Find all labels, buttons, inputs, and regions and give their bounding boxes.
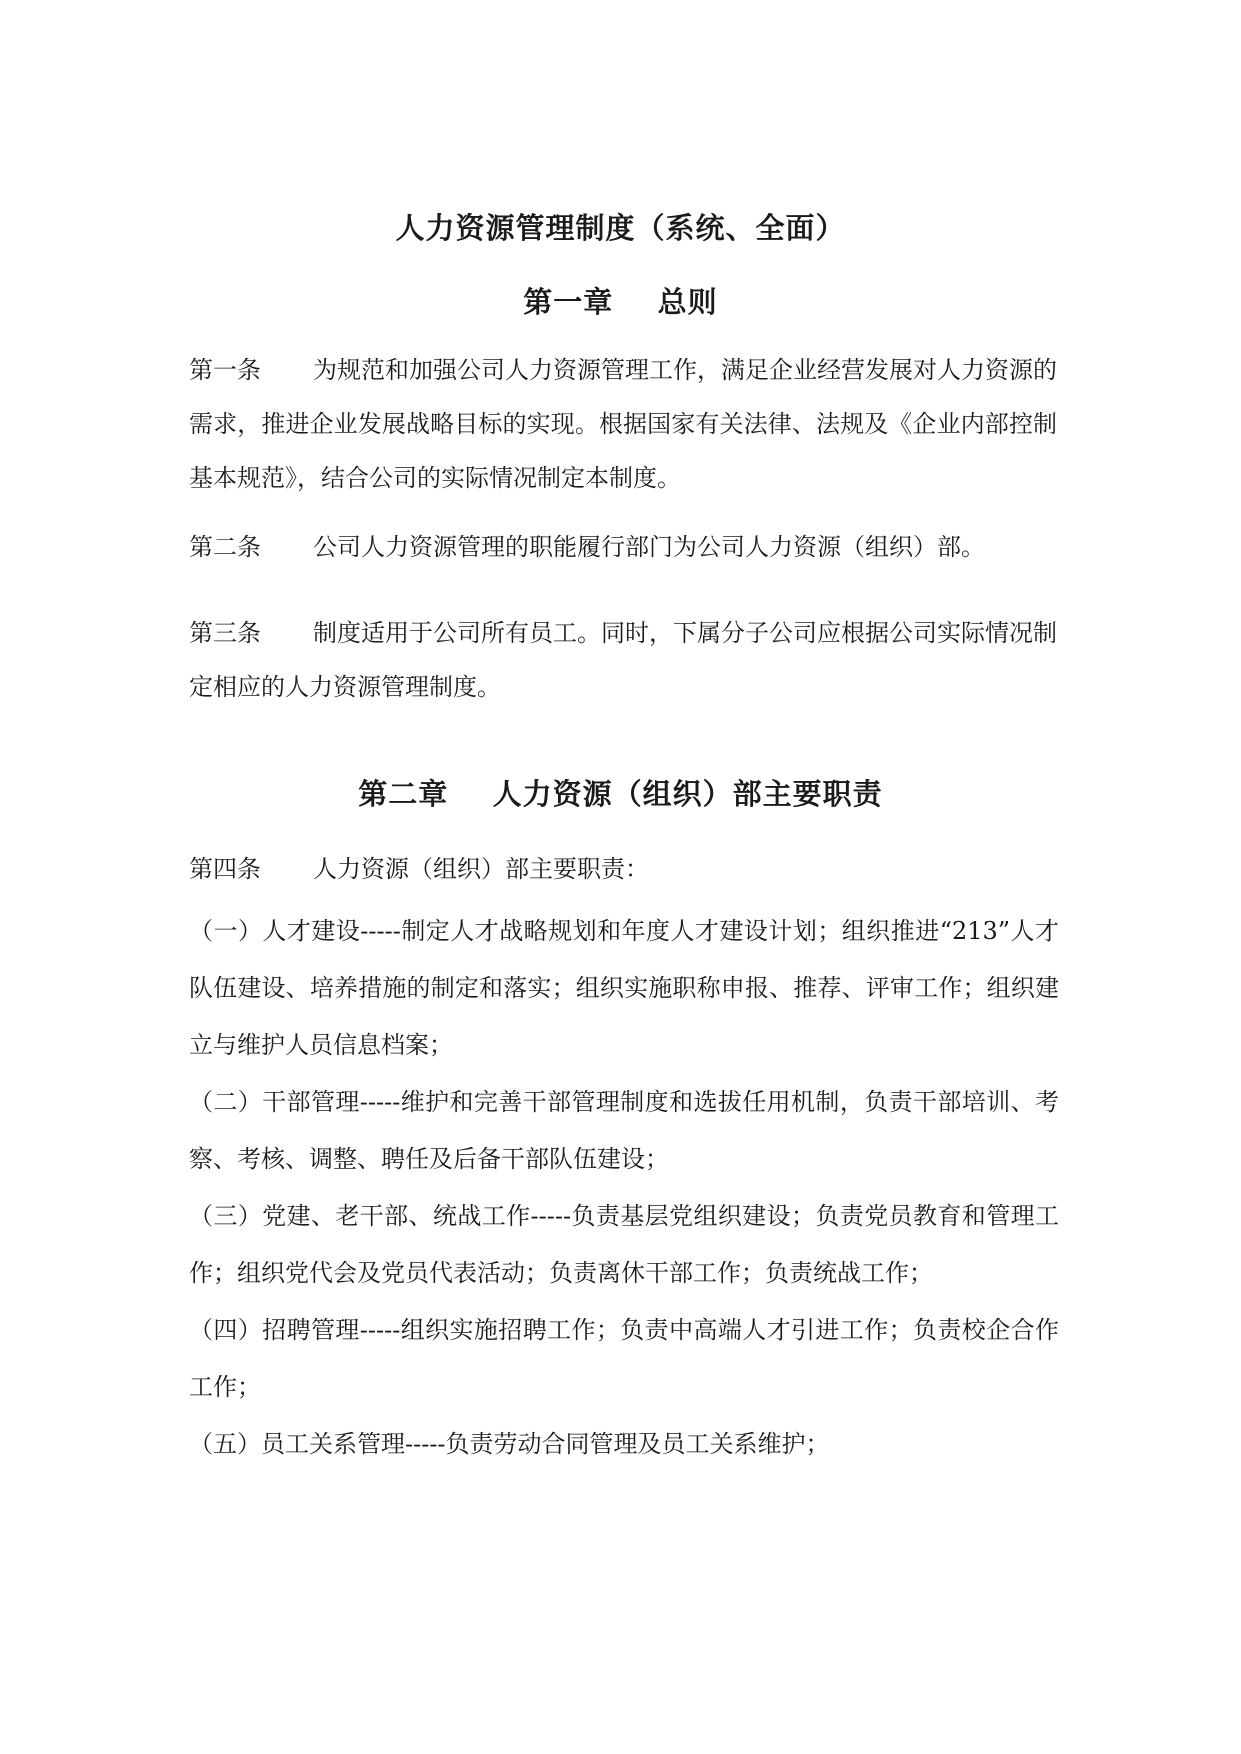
chapter-2-title: 第二章 人力资源（组织）部主要职责	[358, 777, 883, 811]
duty-item-5: （五）员工关系管理-----负责劳动合同管理及员工关系维护；	[189, 1430, 830, 1458]
article-4	[189, 842, 1057, 896]
article-3-label: 第三条	[189, 619, 261, 647]
article-2-text: 公司人力资源管理的职能履行部门为公司人力资源（组织）部。	[313, 533, 985, 561]
article-1-text: 为规范和加强公司人力资源管理工作，满足企业经营发展对人力资源的需求，推进企业发展战略目标的实现。根据国家有关法律、法规及《企业内部控制基本规范》，结合公司的实际情况制定本制度。	[189, 356, 1057, 492]
duty-item-1: （一）人才建设-----制定人才战略规划和年度人才建设计划；组织推进“213”人才队伍建设、培养措施的制定和落实；组织实施职称申报、推荐、评审工作；组织建立与维护人员信息档案；	[189, 917, 1059, 1059]
duty-item-2: （二）干部管理-----维护和完善干部管理制度和选拔任用机制，负责干部培训、考察、考核、调整、聘任及后备干部队伍建设；	[189, 1088, 1059, 1173]
article-4-label: 第四条	[189, 855, 261, 883]
article-2	[189, 520, 1057, 574]
article-3-text: 制度适用于公司所有员工。同时，下属分子公司应根据公司实际情况制定相应的人力资源管理制度。	[189, 619, 1057, 701]
article-2-label: 第二条	[189, 533, 261, 561]
duty-item-4: （四）招聘管理-----组织实施招聘工作；负责中高端人才引进工作；负责校企合作工作；	[189, 1316, 1059, 1401]
chapter-1-title: 第一章 总则	[523, 285, 718, 319]
duty-item-3: （三）党建、老干部、统战工作-----负责基层党组织建设；负责党员教育和管理工作；组织党代会及党员代表活动；负责离休干部工作；负责统战工作；	[189, 1202, 1059, 1287]
article-4-text: 人力资源（组织）部主要职责：	[313, 855, 649, 883]
document-title: 人力资源管理制度（系统、全面）	[395, 211, 846, 245]
article-1-label: 第一条	[189, 356, 261, 384]
article-3	[189, 606, 1057, 714]
article-1	[189, 343, 1057, 505]
